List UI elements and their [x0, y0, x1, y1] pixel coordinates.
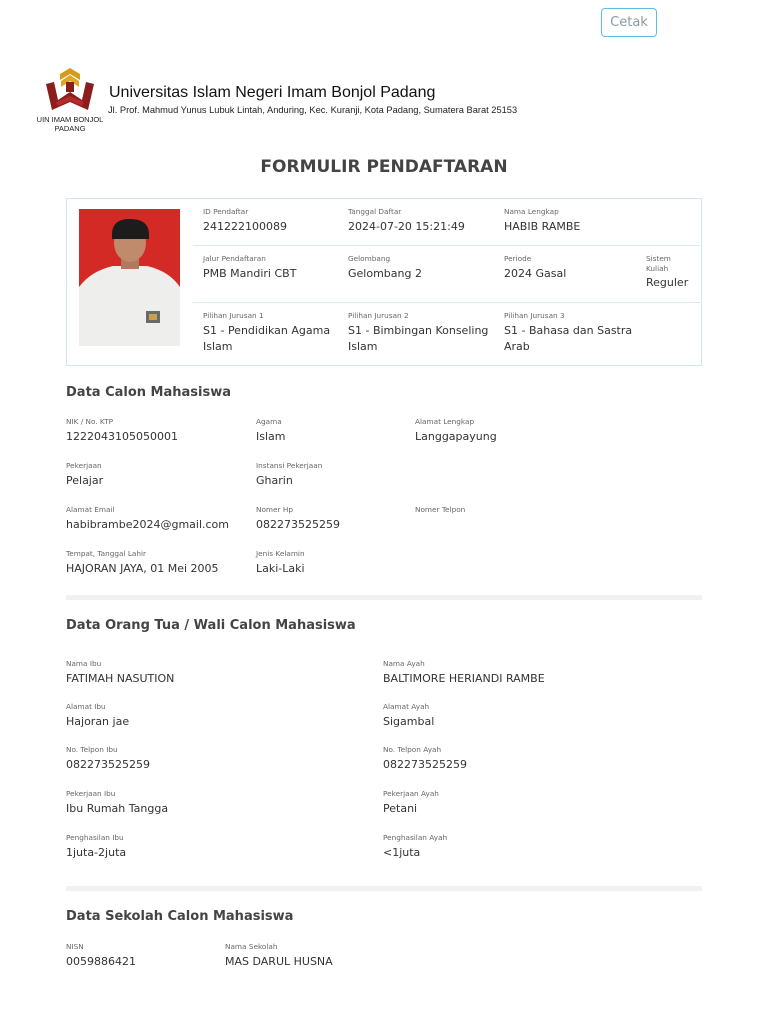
field-major-choice-2 — [348, 311, 496, 355]
field-label: NISN — [66, 942, 84, 951]
field-mother-phone — [66, 745, 150, 773]
field-father-income — [383, 833, 447, 861]
field-value: Gelombang 2 — [348, 267, 422, 280]
field-value: S1 - Pendidikan Agama Islam — [203, 324, 331, 353]
field-registration-path — [203, 254, 296, 282]
field-wave — [348, 254, 422, 282]
field-label: Pekerjaan Ibu — [66, 789, 116, 798]
field-label: Pekerjaan — [66, 461, 102, 470]
university-logo — [44, 66, 96, 114]
section-divider — [66, 886, 702, 891]
field-label: Penghasilan Ayah — [383, 833, 448, 842]
field-value: Langgapayung — [415, 430, 497, 443]
field-label: Instansi Pekerjaan — [256, 461, 323, 470]
section-title-student: Data Calon Mahasiswa — [66, 385, 232, 400]
field-value: Sigambal — [383, 715, 435, 728]
field-registration-date — [348, 207, 465, 235]
field-father-name — [383, 659, 545, 687]
field-value: 082273525259 — [66, 758, 150, 771]
field-value: HABIB RAMBE — [504, 220, 581, 233]
field-birth-place-date — [66, 549, 219, 577]
field-school-name — [225, 942, 333, 970]
field-occupation — [66, 461, 103, 489]
field-value: S1 - Bahasa dan Sastra Arab — [504, 324, 633, 353]
section-divider — [66, 595, 702, 600]
field-study-system — [646, 254, 692, 291]
field-registrant-id — [203, 207, 287, 235]
section-title-parents: Data Orang Tua / Wali Calon Mahasiswa — [66, 618, 356, 633]
field-value: Laki-Laki — [256, 562, 305, 575]
field-value: Ibu Rumah Tangga — [66, 802, 169, 815]
field-value: 241222100089 — [203, 220, 287, 233]
field-label: Tempat, Tanggal Lahir — [66, 549, 147, 558]
summary-row-divider — [193, 245, 700, 246]
field-full-name — [504, 207, 580, 235]
field-period — [504, 254, 566, 282]
field-label: Jalur Pendaftaran — [203, 254, 266, 263]
field-label: Alamat Ayah — [383, 702, 430, 711]
field-label: Pilihan Jurusan 1 — [203, 311, 264, 320]
field-label: ID Pendaftar — [203, 207, 249, 216]
field-mobile-number — [256, 505, 340, 533]
field-gender — [256, 549, 305, 577]
field-value: Gharin — [256, 474, 293, 487]
summary-row-divider — [193, 302, 700, 303]
field-label: Alamat Ibu — [66, 702, 106, 711]
field-major-choice-1 — [203, 311, 341, 355]
field-value: PMB Mandiri CBT — [203, 267, 297, 280]
field-value: 1juta-2juta — [66, 846, 127, 859]
field-label: Tanggal Daftar — [348, 207, 402, 216]
form-title: FORMULIR PENDAFTARAN — [260, 157, 508, 177]
field-label: Periode — [504, 254, 532, 263]
logo-caption: UIN IMAM BONJOL PADANG — [36, 115, 104, 133]
field-full-address — [415, 417, 497, 445]
field-label: NIK / No. KTP — [66, 417, 114, 426]
university-address: Jl. Prof. Mahmud Yunus Lubuk Lintah, Anduring, Kec. Kuranji, Kota Padang, Sumatera Barat 25153 — [108, 105, 518, 115]
field-label: Gelombang — [348, 254, 391, 263]
field-label: Alamat Email — [66, 505, 115, 514]
field-label: Nama Sekolah — [225, 942, 278, 951]
field-value: Petani — [383, 802, 418, 815]
field-value: HAJORAN JAYA, 01 Mei 2005 — [66, 562, 219, 575]
field-nisn — [66, 942, 136, 970]
field-label: No. Telpon Ibu — [66, 745, 118, 754]
field-label: Nomer Telpon — [415, 505, 466, 514]
field-label: Agama — [256, 417, 282, 426]
field-phone-number — [415, 505, 465, 517]
print-button[interactable]: Cetak — [601, 8, 657, 37]
field-label: Nomer Hp — [256, 505, 293, 514]
field-label: Pilihan Jurusan 3 — [504, 311, 565, 320]
field-value: S1 - Bimbingan Konseling Islam — [348, 324, 489, 353]
field-value: 2024-07-20 15:21:49 — [348, 220, 465, 233]
field-value: 082273525259 — [383, 758, 467, 771]
field-label: Nama Ayah — [383, 659, 425, 668]
field-religion — [256, 417, 286, 445]
field-label: Nama Ibu — [66, 659, 102, 668]
field-value: 2024 Gasal — [504, 267, 567, 280]
field-value: FATIMAH NASUTION — [66, 672, 175, 685]
field-value: 1222043105050001 — [66, 430, 178, 443]
field-value: BALTIMORE HERIANDI RAMBE — [383, 672, 545, 685]
field-nik — [66, 417, 178, 445]
field-label: Alamat Lengkap — [415, 417, 475, 426]
field-value: Reguler — [646, 276, 689, 289]
section-title-school: Data Sekolah Calon Mahasiswa — [66, 909, 294, 924]
field-value: <1juta — [383, 846, 421, 859]
field-mother-occupation — [66, 789, 168, 817]
field-label: Jenis Kelamin — [256, 549, 305, 558]
applicant-photo — [79, 209, 180, 346]
field-major-choice-3 — [504, 311, 644, 355]
field-father-phone — [383, 745, 467, 773]
field-label: Penghasilan Ibu — [66, 833, 124, 842]
university-name: Universitas Islam Negeri Imam Bonjol Padang — [109, 84, 436, 101]
field-label: Pekerjaan Ayah — [383, 789, 439, 798]
field-father-address — [383, 702, 434, 730]
field-value: Pelajar — [66, 474, 104, 487]
field-value: MAS DARUL HUSNA — [225, 955, 333, 968]
field-value: 0059886421 — [66, 955, 136, 968]
field-mother-income — [66, 833, 126, 861]
field-label: Pilihan Jurusan 2 — [348, 311, 409, 320]
field-mother-name — [66, 659, 174, 687]
field-value: habibrambe2024@gmail.com — [66, 518, 229, 531]
field-label: Nama Lengkap — [504, 207, 559, 216]
field-agency — [256, 461, 322, 489]
field-father-occupation — [383, 789, 439, 817]
field-mother-address — [66, 702, 129, 730]
field-value: 082273525259 — [256, 518, 340, 531]
field-label: No. Telpon Ayah — [383, 745, 442, 754]
field-value: Islam — [256, 430, 286, 443]
field-email — [66, 505, 229, 533]
field-label: Sistem Kuliah — [646, 254, 671, 273]
field-value: Hajoran jae — [66, 715, 130, 728]
